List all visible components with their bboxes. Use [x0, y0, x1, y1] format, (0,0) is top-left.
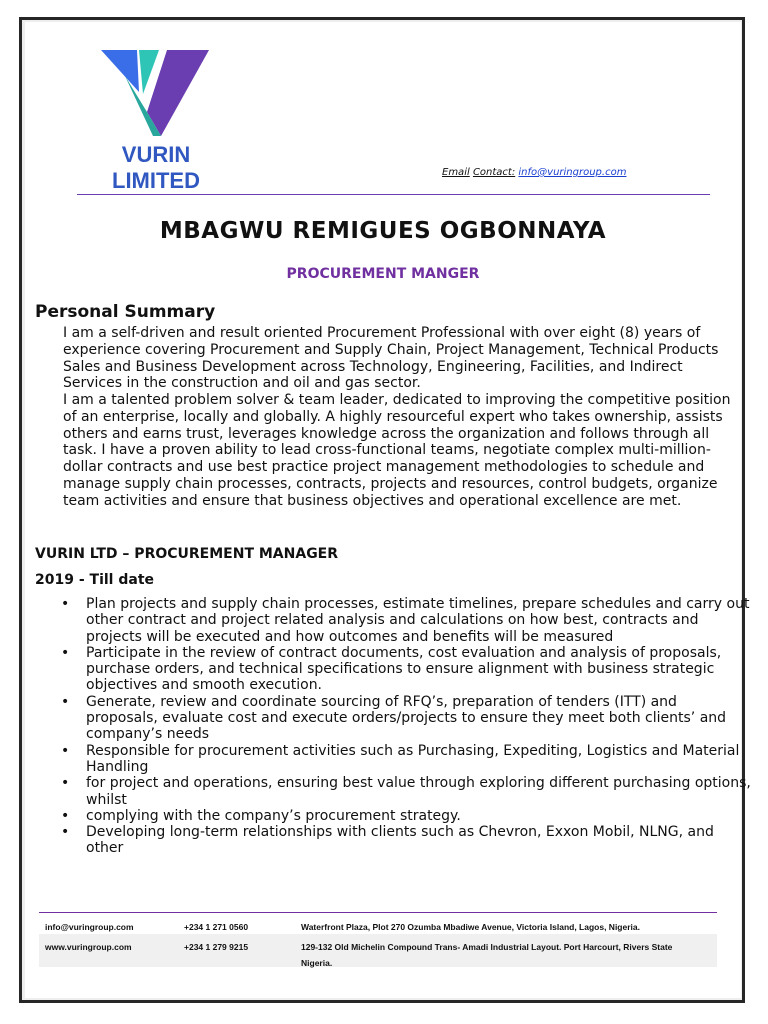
logo-text-limited: LIMITED — [112, 168, 200, 193]
company-logo — [97, 44, 215, 194]
footer-address: 129-132 Old Michelin Compound Trans- Amadi Industrial Layout. Port Harcourt, Rivers State Nigeria. — [301, 942, 673, 968]
header-divider — [77, 194, 710, 195]
candidate-name: MBAGWU REMIGUES OGBONNAYA — [159, 218, 607, 244]
footer-contacts — [39, 914, 717, 967]
email-label: Email — [442, 167, 470, 178]
vurin-v-logo-mark-icon — [97, 44, 215, 142]
list-item — [61, 824, 751, 857]
logo-purple-stroke — [147, 50, 209, 136]
candidate-role: PROCUREMENT MANGER — [286, 266, 480, 282]
footer-phone: +234 1 271 0560 — [184, 922, 249, 932]
footer-row — [39, 914, 717, 934]
email-contact — [442, 167, 626, 178]
list-item — [61, 775, 751, 808]
email-link[interactable]: info@vuringroup.com — [518, 167, 627, 178]
list-item — [61, 596, 751, 645]
list-item-text: for project and operations, ensuring best value through exploring different purchasing options, whilst — [86, 775, 751, 808]
list-item — [61, 645, 751, 694]
list-item — [61, 743, 751, 776]
footer-web[interactable]: www.vuringroup.com — [45, 942, 132, 952]
summary-paragraph-1: I am a self-driven and result oriented Procurement Professional with over eight (8) years of experience covering Procurement and Supply Chain, Project Management, Technical Products Sales and Business Development across Technology, Engineering, Facilities, and Indirect Services in the construction and oil and gas sector. — [63, 325, 719, 392]
summary-heading: Personal Summary — [35, 302, 216, 322]
list-item-text: Responsible for procurement activities such as Purchasing, Expediting, Logistics and Material Handling — [86, 742, 740, 775]
list-item-text: Participate in the review of contract documents, cost evaluation and analysis of proposals, purchase orders, and technical specifications to ensure alignment with business strategic objectives and smooth execution. — [86, 644, 722, 694]
list-item-text: Developing long-term relationships with clients such as Chevron, Exxon Mobil, NLNG, and other — [86, 824, 714, 857]
list-item-text: Generate, review and coordinate sourcing of RFQ’s, preparation of tenders (ITT) and proposals, evaluate cost and execute orders/projects to ensure they meet both clients’ and company’s needs — [86, 693, 727, 743]
logo-blue-stroke — [101, 50, 139, 92]
footer-row — [39, 934, 717, 967]
responsibilities-list — [61, 596, 751, 857]
footer-phone: +234 1 279 9215 — [184, 942, 249, 952]
contact-label: Contact: — [472, 167, 516, 178]
footer-web[interactable]: info@vuringroup.com — [45, 922, 134, 932]
summary-paragraph-2: I am a talented problem solver & team leader, dedicated to improving the competitive position of an enterprise, locally and globally. A highly resourceful expert who takes ownership, assists others and earns trust, leverages knowledge across the organization and follows through all task. I have a proven ability to lead cross-functional teams, negotiate complex multi-million-dollar contracts and use best practice project management methodologies to schedule and manage supply chain processes, contracts, projects and resources, control budgets, organize team activities and ensure that business objectives and operational excellence are met. — [63, 392, 731, 509]
footer-address: Waterfront Plaza, Plot 270 Ozumba Mbadiwe Avenue, Victoria Island, Lagos, Nigeria. — [301, 922, 640, 932]
list-item — [61, 694, 751, 743]
bullet-icon: • — [61, 807, 70, 824]
bullet-icon: • — [61, 644, 70, 661]
bullet-icon: • — [61, 693, 70, 710]
job-title: VURIN LTD – PROCUREMENT MANAGER — [35, 546, 339, 562]
bullet-icon: • — [61, 596, 70, 612]
bullet-icon: • — [61, 742, 70, 759]
job-dates: 2019 - Till date — [35, 572, 154, 588]
bullet-icon: • — [61, 775, 70, 792]
footer-divider — [39, 912, 717, 913]
cv-page — [25, 22, 751, 998]
bullet-icon: • — [61, 824, 70, 841]
list-item-text: complying with the company’s procurement strategy. — [86, 807, 461, 824]
list-item — [61, 808, 751, 824]
logo-text-vurin: VURIN — [121, 142, 191, 167]
list-item-text: Plan projects and supply chain processes, estimate timelines, prepare schedules and carry out other contract and project related analysis and calculations on how best, contracts and projects will be executed and how outcomes and benefits will be measured — [86, 596, 750, 645]
